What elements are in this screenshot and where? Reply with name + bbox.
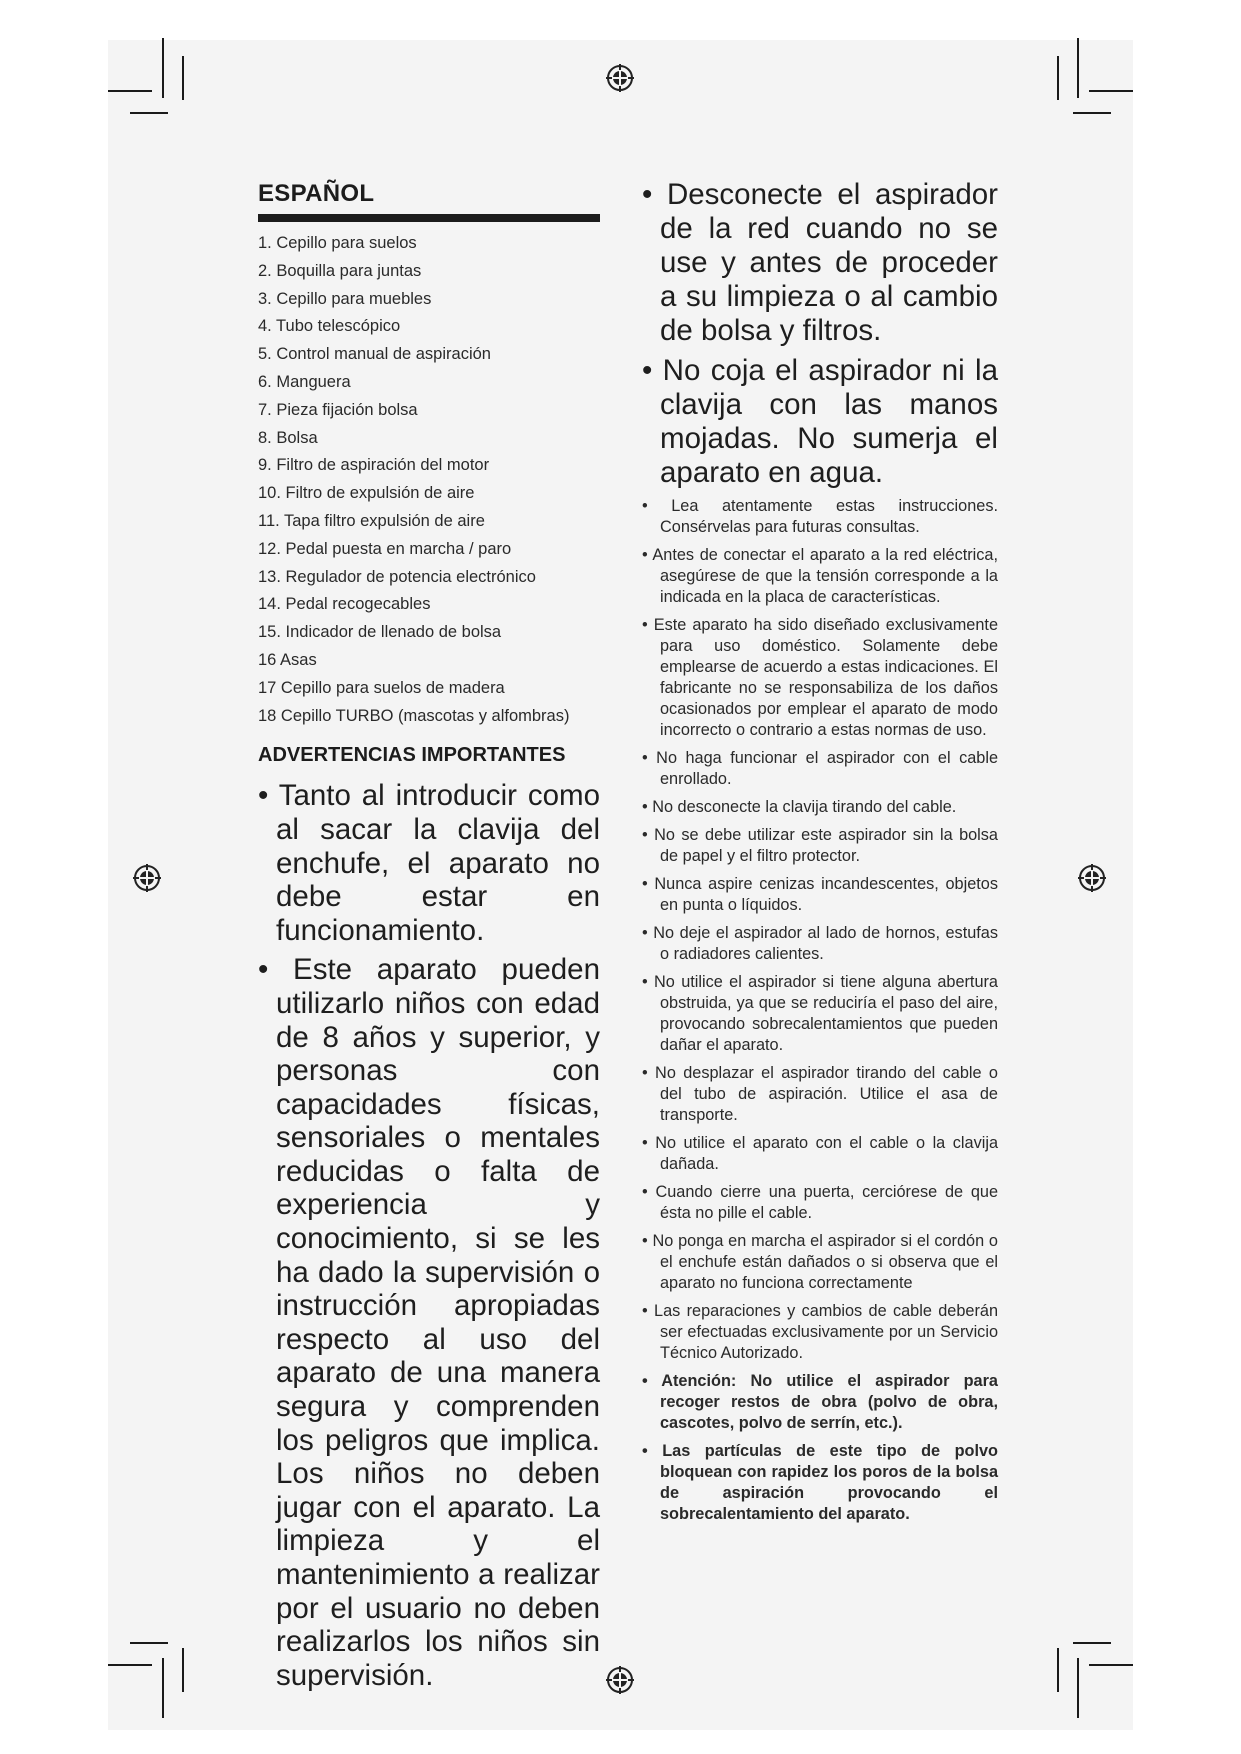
- warning-item: • Las reparaciones y cambios de cable deberán ser efectuadas exclusivamente por un Servicio Técnico Autorizado.: [642, 1302, 998, 1362]
- warning-item: • No haga funcionar el aspirador con el cable enrollado.: [642, 749, 998, 788]
- registration-mark-icon: [606, 64, 634, 92]
- bold-warning-item: • Atención: No utilice el aspirador para recoger restos de obra (polvo de obra, cascotes, polvo de serrín, etc.).: [642, 1372, 998, 1432]
- list-item: 8. Bolsa: [258, 428, 318, 447]
- left-warnings-list: [258, 779, 600, 1692]
- heading-rule: [258, 214, 600, 222]
- list-item: 4. Tubo telescópico: [258, 317, 401, 336]
- list-item: 15. Indicador de llenado de bolsa: [258, 623, 502, 642]
- list-item: 12. Pedal puesta en marcha / paro: [258, 539, 512, 558]
- list-item: 2. Boquilla para juntas: [258, 261, 422, 280]
- list-item: 6. Manguera: [258, 372, 351, 391]
- bold-warning-item: • Las partículas de este tipo de polvo bloquean con rapidez los poros de la bolsa de aspiración provocando el sobrecalentamiento del aparato.: [642, 1442, 998, 1523]
- warning-item: • No se debe utilizar este aspirador sin la bolsa de papel y el filtro protector.: [642, 826, 998, 865]
- list-item: 17 Cepillo para suelos de madera: [258, 678, 505, 697]
- warning-item: • Antes de conectar el aparato a la red eléctrica, asegúrese de que la tensión corresponde a la indicada en la placa de características.: [642, 546, 998, 606]
- parts-list: [258, 230, 600, 730]
- warning-item: • No desplazar el aspirador tirando del cable o del tubo de aspiración. Utilice el asa de transporte.: [642, 1064, 998, 1124]
- list-item: 14. Pedal recogecables: [258, 595, 431, 614]
- warning-item: • Cuando cierre una puerta, cerciórese de que ésta no pille el cable.: [642, 1183, 998, 1222]
- registration-mark-icon: [133, 864, 161, 892]
- right-warnings-list: [642, 496, 998, 1525]
- registration-mark-icon: [606, 1666, 634, 1694]
- list-item: 11. Tapa filtro expulsión de aire: [258, 511, 485, 530]
- warning-item: • No utilice el aparato con el cable o la clavija dañada.: [642, 1134, 998, 1173]
- warning-item: • Este aparato ha sido diseñado exclusivamente para uso doméstico. Solamente debe emplearse de acuerdo a estas indicaciones. El fabricante no se responsabiliza de los daños ocasionados por emplear el aparato de modo incorrecto o contrario a estas normas de uso.: [642, 616, 998, 739]
- list-item: 18 Cepillo TURBO (mascotas y alfombras): [258, 706, 570, 725]
- list-item: 13. Regulador de potencia electrónico: [258, 567, 536, 586]
- warning-item: • No deje el aspirador al lado de hornos, estufas o radiadores calientes.: [642, 924, 998, 963]
- warning-item: • Desconecte el aspirador de la red cuando no se use y antes de proceder a su limpieza o al cambio de bolsa y filtros.: [642, 178, 998, 347]
- list-item: 10. Filtro de expulsión de aire: [258, 484, 475, 503]
- right-column: [642, 178, 998, 1532]
- right-large-warnings-list: [642, 178, 998, 490]
- list-item: 16 Asas: [258, 650, 317, 669]
- warning-item: • No utilice el aspirador si tiene alguna abertura obstruida, ya que se reduciría el paso del aire, provocando sobrecalentamientos que pueden dañar el aparato.: [642, 973, 998, 1054]
- warning-item: • Lea atentamente estas instrucciones. Consérvelas para futuras consultas.: [642, 497, 998, 536]
- warning-item: • Nunca aspire cenizas incandescentes, objetos en punta o líquidos.: [642, 875, 998, 914]
- list-item: 9. Filtro de aspiración del motor: [258, 456, 490, 475]
- left-column: [258, 180, 600, 1698]
- registration-mark-icon: [1078, 864, 1106, 892]
- warning-item: • Este aparato pueden utilizarlo niños con edad de 8 años y superior, y personas con capacidades físicas, sensoriales o mentales reducidas o falta de experiencia y conocimiento, si se les ha dado la supervisión o instrucción apropiadas respecto al uso del aparato de una manera segura y comprenden los peligros que implica. Los niños no deben jugar con el aparato. La limpieza y el mantenimiento a realizar por el usuario no deben realizarlos los niños sin supervisión.: [258, 953, 600, 1692]
- section-heading: ESPAÑOL: [258, 180, 375, 207]
- list-item: 5. Control manual de aspiración: [258, 345, 491, 364]
- list-item: 3. Cepillo para muebles: [258, 289, 432, 308]
- list-item: 7. Pieza fijación bolsa: [258, 400, 418, 419]
- warnings-title: ADVERTENCIAS IMPORTANTES: [258, 744, 566, 767]
- warning-item: • Tanto al introducir como al sacar la clavija del enchufe, el aparato no debe estar en funcionamiento.: [258, 779, 600, 947]
- warning-item: • No desconecte la clavija tirando del cable.: [642, 798, 957, 816]
- warning-item: • No ponga en marcha el aspirador si el cordón o el enchufe están dañados o si observa que el aparato no funciona correctamente: [642, 1232, 998, 1292]
- warning-item: • No coja el aspirador ni la clavija con las manos mojadas. No sumerja el aparato en agua.: [642, 354, 998, 489]
- list-item: 1. Cepillo para suelos: [258, 234, 417, 252]
